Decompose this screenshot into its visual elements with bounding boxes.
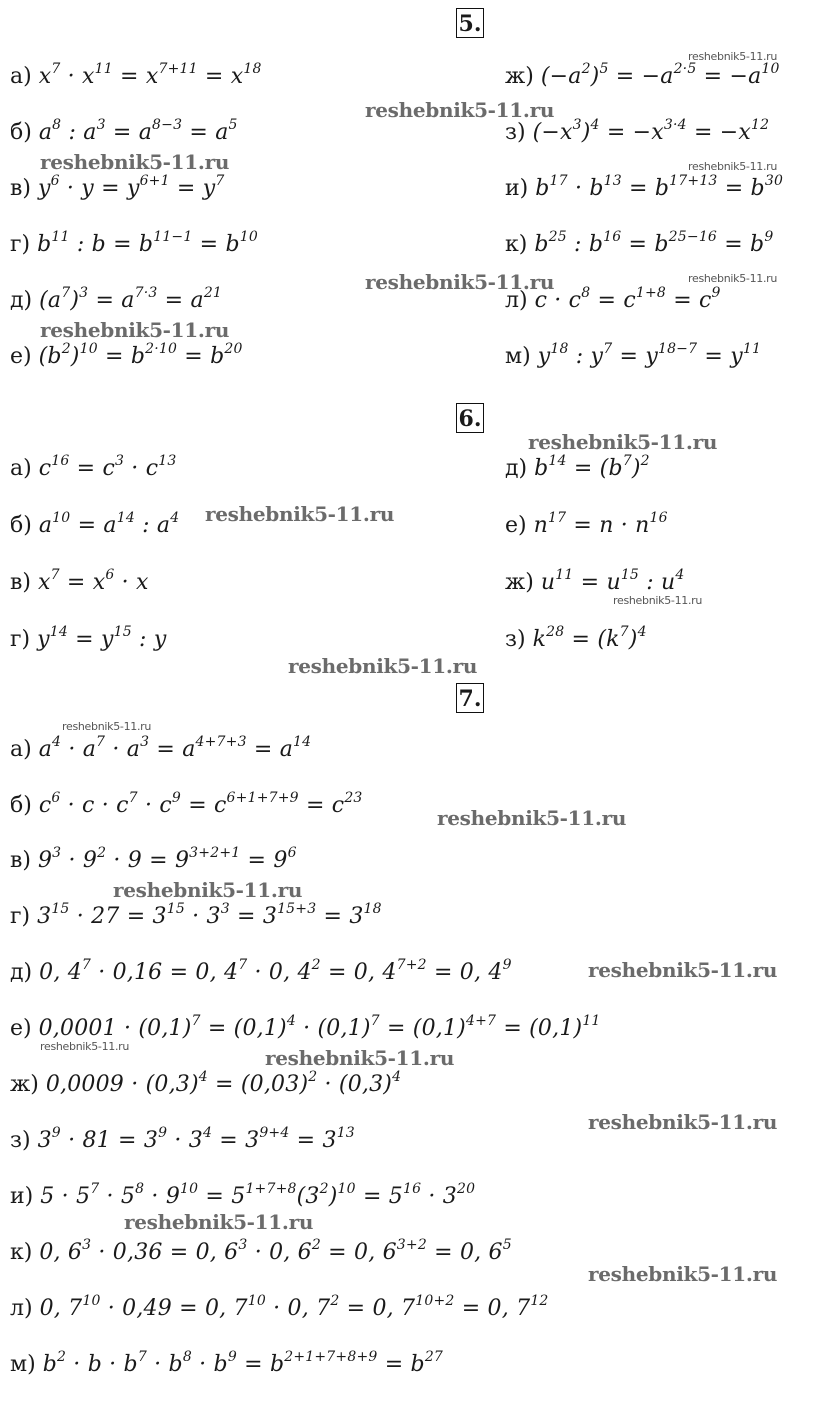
item-label: б) xyxy=(10,120,39,145)
item-label: г) xyxy=(10,627,38,652)
equation-line xyxy=(10,845,297,873)
equation-expression: $y^6 \cdot y = y^{6+1} = y^7$ xyxy=(37,173,225,201)
equation-expression: $n^{17} = n \cdot n^{16}$ xyxy=(533,510,668,538)
equation-expression: $c^{16} = c^3 \cdot c^{13}$ xyxy=(38,453,177,481)
equation-expression: $b^{17} \cdot b^{13} = b^{17+13} = b^{30}$ xyxy=(535,173,784,201)
watermark: reshebnik5-11.ru xyxy=(205,502,395,526)
watermark: reshebnik5-11.ru xyxy=(365,98,555,122)
equation-line xyxy=(10,1069,402,1097)
item-label: д) xyxy=(505,456,535,481)
equation-expression: $x^7 = x^6 \cdot x$ xyxy=(37,567,149,595)
section-number-7: 7. xyxy=(456,683,484,713)
item-label: г) xyxy=(10,232,38,257)
equation-expression: $3^{15} \cdot 27 = 3^{15} \cdot 3^3 = 3^{15+3} = 3^{18}$ xyxy=(37,901,382,929)
item-label: а) xyxy=(10,456,39,481)
item-label: е) xyxy=(505,513,534,538)
watermark: reshebnik5-11.ru xyxy=(613,594,703,607)
equation-expression: $y^{14} = y^{15}$ : y xyxy=(37,624,167,652)
equation-line xyxy=(10,1349,444,1377)
item-label: е) xyxy=(10,344,39,369)
item-label: м) xyxy=(505,344,538,369)
item-label: и) xyxy=(10,1184,41,1209)
item-label: з) xyxy=(505,627,533,652)
equation-line xyxy=(10,341,243,369)
equation-line xyxy=(10,901,382,929)
item-label: е) xyxy=(10,1016,39,1041)
equation-line xyxy=(505,567,685,595)
item-label: д) xyxy=(10,960,40,985)
equation-expression: $b^{14} = (b^7)^2$ xyxy=(534,453,650,481)
item-label: м) xyxy=(10,1352,43,1377)
equation-line xyxy=(10,957,512,985)
equation-expression: $c^6 \cdot c \cdot c^7 \cdot c^9 = c^{6+1+7+9} = c^{23}$ xyxy=(38,790,363,818)
equation-line xyxy=(10,453,177,481)
item-label: з) xyxy=(505,120,533,145)
equation-expression: $u^{11} = u^{15}$ : $u^4$ xyxy=(540,567,685,595)
equation-expression: $b^{25}$ : $b^{16} = b^{25-16} = b^9$ xyxy=(534,229,774,257)
watermark: reshebnik5-11.ru xyxy=(437,806,627,830)
equation-expression: $(b^2)^{10} = b^{2\cdot 10} = b^{20}$ xyxy=(38,341,243,369)
equation-line xyxy=(505,173,784,201)
watermark: reshebnik5-11.ru xyxy=(365,270,555,294)
equation-line xyxy=(505,341,762,369)
watermark: reshebnik5-11.ru xyxy=(265,1046,455,1070)
watermark: reshebnik5-11.ru xyxy=(40,150,230,174)
equation-line xyxy=(10,1125,355,1153)
item-label: ж) xyxy=(10,1072,46,1097)
equation-expression: $c \cdot c^8 = c^{1+8} = c^9$ xyxy=(534,285,721,313)
item-label: л) xyxy=(10,1296,40,1321)
equation-expression: $a^8$ : $a^3 = a^{8-3} = a^5$ xyxy=(38,117,238,145)
equation-expression: $0,0009 \cdot (0,3)^4 = (0,03)^2 \cdot (0,3)^4$ xyxy=(45,1069,402,1097)
item-label: б) xyxy=(10,793,39,818)
equation-line xyxy=(10,117,238,145)
item-label: к) xyxy=(505,232,535,257)
equation-expression: 0, $6^3 \cdot 0,36 = 0$, $6^3 \cdot 0$, $6^2 = 0$, $6^{3+2} = 0$, $6^5$ xyxy=(39,1237,512,1265)
equation-line xyxy=(505,229,774,257)
watermark: reshebnik5-11.ru xyxy=(288,654,478,678)
equation-expression: $x^7 \cdot x^{11} = x^{7+11} = x^{18}$ xyxy=(38,61,262,89)
equation-expression: $(-a^2)^5 = -a^{2\cdot 5} = -a^{10}$ xyxy=(540,61,780,89)
item-label: а) xyxy=(10,737,39,762)
item-label: ж) xyxy=(505,570,541,595)
equation-expression: $b^{11}$ : $b = b^{11-1} = b^{10}$ xyxy=(37,229,259,257)
item-label: и) xyxy=(505,176,536,201)
equation-line xyxy=(10,229,259,257)
item-label: ж) xyxy=(505,64,541,89)
equation-expression: $5 \cdot 5^7 \cdot 5^8 \cdot 9^{10} = 5^{1+7+8}(3^2)^{10} = 5^{16} \cdot 3^{20}$ xyxy=(40,1181,476,1209)
item-label: а) xyxy=(10,64,39,89)
watermark: reshebnik5-11.ru xyxy=(40,318,230,342)
equation-expression: $0,0001 \cdot (0,1)^7 = (0,1)^4 \cdot (0,1)^7 = (0,1)^{4+7} = (0,1)^{11}$ xyxy=(38,1013,601,1041)
equation-expression: 0, $7^{10} \cdot 0,49 = 0$, $7^{10} \cdot 0$, $7^2 = 0$, $7^{10+2} = 0$, $7^{12}$ xyxy=(39,1293,549,1321)
equation-line xyxy=(10,1181,476,1209)
equation-expression: $(-x^3)^4 = -x^{3\cdot 4} = -x^{12}$ xyxy=(532,117,770,145)
equation-line xyxy=(10,790,363,818)
equation-expression: $a^{10} = a^{14}$ : $a^4$ xyxy=(38,510,180,538)
item-label: в) xyxy=(10,176,38,201)
equation-expression: $(a^7)^3 = a^{7\cdot 3} = a^{21}$ xyxy=(39,285,223,313)
watermark: reshebnik5-11.ru xyxy=(688,272,778,285)
equation-line xyxy=(10,1237,512,1265)
equation-expression: $a^4 \cdot a^7 \cdot a^3 = a^{4+7+3} = a^{14}$ xyxy=(38,734,312,762)
equation-expression: $b^2 \cdot b \cdot b^7 \cdot b^8 \cdot b^9 = b^{2+1+7+8+9} = b^{27}$ xyxy=(42,1349,444,1377)
watermark: reshebnik5-11.ru xyxy=(688,160,778,173)
equation-line xyxy=(505,510,668,538)
item-label: в) xyxy=(10,848,38,873)
item-label: б) xyxy=(10,513,39,538)
equation-expression: $k^{28} = (k^7)^4$ xyxy=(532,624,647,652)
equation-line xyxy=(10,285,223,313)
watermark: reshebnik5-11.ru xyxy=(124,1210,314,1234)
watermark: reshebnik5-11.ru xyxy=(688,50,778,63)
equation-line xyxy=(10,173,225,201)
section-number-6: 6. xyxy=(456,403,484,433)
equation-line xyxy=(10,734,312,762)
equation-line xyxy=(505,624,647,652)
item-label: к) xyxy=(10,1240,40,1265)
item-label: з) xyxy=(10,1128,38,1153)
equation-line xyxy=(505,61,780,89)
item-label: д) xyxy=(10,288,40,313)
item-label: в) xyxy=(10,570,38,595)
equation-line xyxy=(10,567,149,595)
watermark: reshebnik5-11.ru xyxy=(588,1262,778,1286)
watermark: reshebnik5-11.ru xyxy=(113,878,303,902)
equation-expression: $3^9 \cdot 81 = 3^9 \cdot 3^4 = 3^{9+4} = 3^{13}$ xyxy=(37,1125,355,1153)
equation-expression: $9^3 \cdot 9^2 \cdot 9 = 9^{3+2+1} = 9^6$ xyxy=(37,845,297,873)
watermark: reshebnik5-11.ru xyxy=(62,720,152,733)
watermark: reshebnik5-11.ru xyxy=(588,1110,778,1134)
item-label: г) xyxy=(10,904,38,929)
equation-line xyxy=(505,117,770,145)
equation-line xyxy=(505,453,650,481)
equation-line xyxy=(10,624,167,652)
equation-line xyxy=(10,1293,549,1321)
equation-line xyxy=(10,1013,601,1041)
watermark: reshebnik5-11.ru xyxy=(40,1040,130,1053)
section-number-5: 5. xyxy=(456,8,484,38)
equation-line xyxy=(10,61,262,89)
watermark: reshebnik5-11.ru xyxy=(588,958,778,982)
item-label: л) xyxy=(505,288,535,313)
equation-expression: $y^{18}$ : $y^7 = y^{18-7} = y^{11}$ xyxy=(537,341,762,369)
equation-line xyxy=(10,510,180,538)
watermark: reshebnik5-11.ru xyxy=(528,430,718,454)
equation-expression: 0, $4^7 \cdot 0,16 = 0$, $4^7 \cdot 0$, $4^2 = 0$, $4^{7+2} = 0$, $4^9$ xyxy=(39,957,512,985)
